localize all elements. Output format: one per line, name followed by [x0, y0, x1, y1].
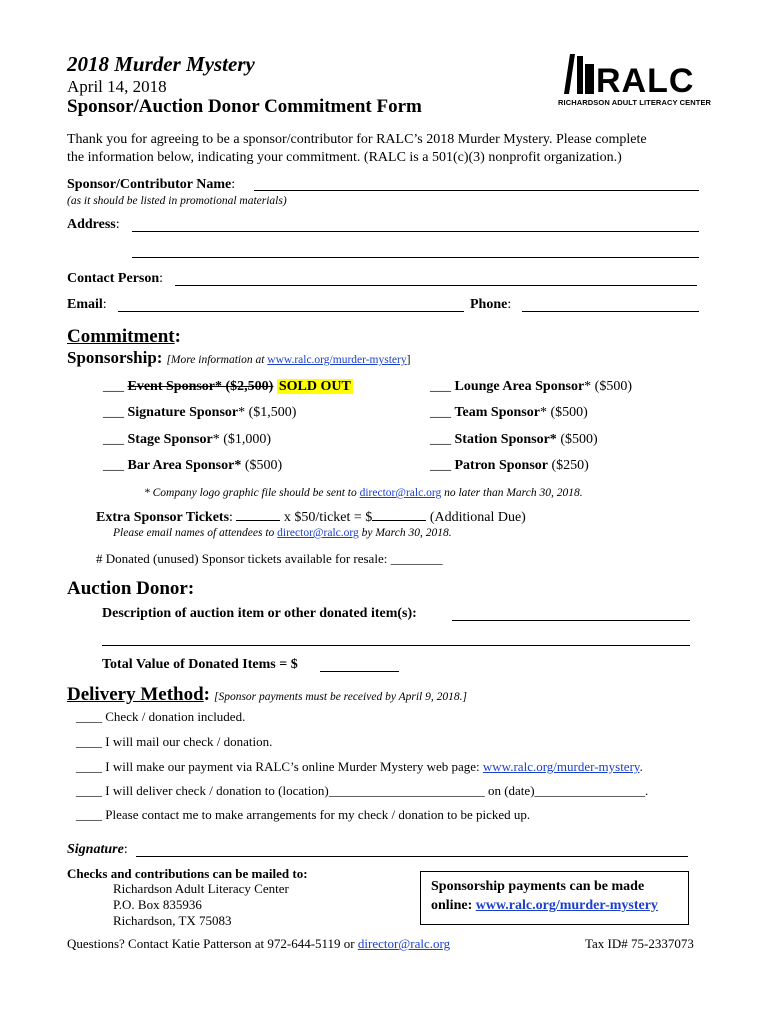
mailing-heading: Checks and contributions can be mailed to:: [67, 866, 308, 881]
delivery-option-check-included[interactable]: ____ Check / donation included.: [76, 709, 246, 724]
mailing-line-3: Richardson, TX 75083: [113, 913, 232, 928]
questions-line: Questions? Contact Katie Patterson at 972-644-5119 or director@ralc.org: [67, 936, 451, 951]
logo-name: RALC: [596, 62, 695, 100]
online-payment-box: [420, 871, 689, 925]
total-value-field[interactable]: [320, 671, 399, 672]
event-date: April 14, 2018: [67, 77, 167, 96]
online-box-line-2: online: www.ralc.org/murder-mystery: [431, 898, 658, 913]
auction-donor-heading: Auction Donor:: [67, 578, 195, 599]
email-field[interactable]: [118, 311, 464, 312]
mailing-line-1: Richardson Adult Literacy Center: [113, 881, 289, 896]
logo-tagline: RICHARDSON ADULT LITERACY CENTER: [558, 98, 712, 107]
mailing-line-2: P.O. Box 835936: [113, 897, 202, 912]
event-title: 2018 Murder Mystery: [67, 52, 255, 76]
online-payment-link[interactable]: www.ralc.org/murder-mystery: [482, 759, 640, 774]
ticket-total-field[interactable]: [372, 520, 426, 521]
online-box-line-1: Sponsorship payments can be made: [431, 879, 645, 894]
option-bar-area-sponsor[interactable]: ___ Bar Area Sponsor* ($500): [103, 458, 283, 473]
attendee-names-note: Please email names of attendees to director@ralc.org by March 30, 2018.: [113, 527, 452, 539]
ralc-logo: [558, 50, 712, 110]
address-field-line-1[interactable]: [132, 231, 699, 232]
contact-field[interactable]: [175, 285, 697, 286]
more-info-link[interactable]: www.ralc.org/murder-mystery: [267, 354, 407, 366]
sponsor-name-note: (as it should be listed in promotional materials): [67, 195, 287, 207]
auction-description-label: Description of auction item or other donated item(s):: [102, 606, 417, 621]
address-field-line-2[interactable]: [132, 257, 699, 258]
delivery-option-online[interactable]: ____ I will make our payment via RALC’s online Murder Mystery web page: www.ralc.org/murder-mystery.: [76, 759, 643, 774]
signature-field[interactable]: [136, 856, 688, 857]
option-lounge-area-sponsor[interactable]: ___ Lounge Area Sponsor* ($500): [430, 379, 632, 394]
auction-description-field-2[interactable]: [102, 645, 690, 646]
delivery-option-pickup[interactable]: ____ Please contact me to make arrangements for my check / donation to be picked up.: [76, 807, 531, 822]
sponsor-name-field[interactable]: [254, 190, 699, 191]
phone-label: Phone:: [470, 297, 512, 312]
total-value-label: Total Value of Donated Items = $: [102, 657, 298, 672]
delivery-option-deliver[interactable]: ____ I will deliver check / donation to (location)________________________ on (date)_________________.: [76, 783, 649, 798]
signature-label: Signature:: [67, 842, 128, 857]
option-stage-sponsor[interactable]: ___ Stage Sponsor* ($1,000): [103, 432, 272, 447]
option-event-sponsor[interactable]: ___ Event Sponsor* ($2,500) SOLD OUT: [103, 379, 351, 394]
intro-line-1: Thank you for agreeing to be a sponsor/contributor for RALC’s 2018 Murder Mystery. Please complete: [67, 132, 647, 147]
option-patron-sponsor[interactable]: ___ Patron Sponsor ($250): [430, 458, 589, 473]
tax-id: Tax ID# 75-2337073: [585, 936, 694, 951]
delivery-method-line: Delivery Method: [Sponsor payments must be received by April 9, 2018.]: [67, 684, 467, 705]
email-label: Email:: [67, 297, 107, 312]
sponsor-name-label: Sponsor/Contributor Name:: [67, 177, 236, 192]
form-title: Sponsor/Auction Donor Commitment Form: [67, 96, 422, 117]
extra-tickets-line: Extra Sponsor Tickets: x $50/ticket = $ (Additional Due): [96, 510, 526, 525]
commitment-heading: Commitment:: [67, 326, 181, 347]
address-label: Address:: [67, 217, 120, 232]
intro-line-2: the information below, indicating your commitment. (RALC is a 501(c)(3) nonprofit organization.): [67, 150, 622, 165]
phone-field[interactable]: [522, 311, 699, 312]
online-box-link[interactable]: www.ralc.org/murder-mystery: [475, 898, 658, 913]
ticket-count-field[interactable]: [236, 520, 280, 521]
option-station-sponsor[interactable]: ___ Station Sponsor* ($500): [430, 432, 598, 447]
option-team-sponsor[interactable]: ___ Team Sponsor* ($500): [430, 405, 588, 420]
director-email-link-2[interactable]: director@ralc.org: [277, 527, 359, 539]
sold-out-badge: SOLD OUT: [278, 379, 351, 394]
contact-label: Contact Person:: [67, 271, 164, 286]
delivery-option-mail[interactable]: ____ I will mail our check / donation.: [76, 734, 273, 749]
footer-email-link[interactable]: director@ralc.org: [357, 936, 451, 951]
option-signature-sponsor[interactable]: ___ Signature Sponsor* ($1,500): [103, 405, 297, 420]
sponsorship-line: Sponsorship: [More information at www.ralc.org/murder-mystery]: [67, 348, 411, 367]
director-email-link[interactable]: director@ralc.org: [359, 487, 442, 499]
auction-description-field[interactable]: [452, 620, 690, 621]
resale-line: # Donated (unused) Sponsor tickets available for resale: ________: [96, 551, 443, 566]
logo-deadline-note: * Company logo graphic file should be sent to director@ralc.org no later than March 30, 2018.: [144, 487, 583, 499]
